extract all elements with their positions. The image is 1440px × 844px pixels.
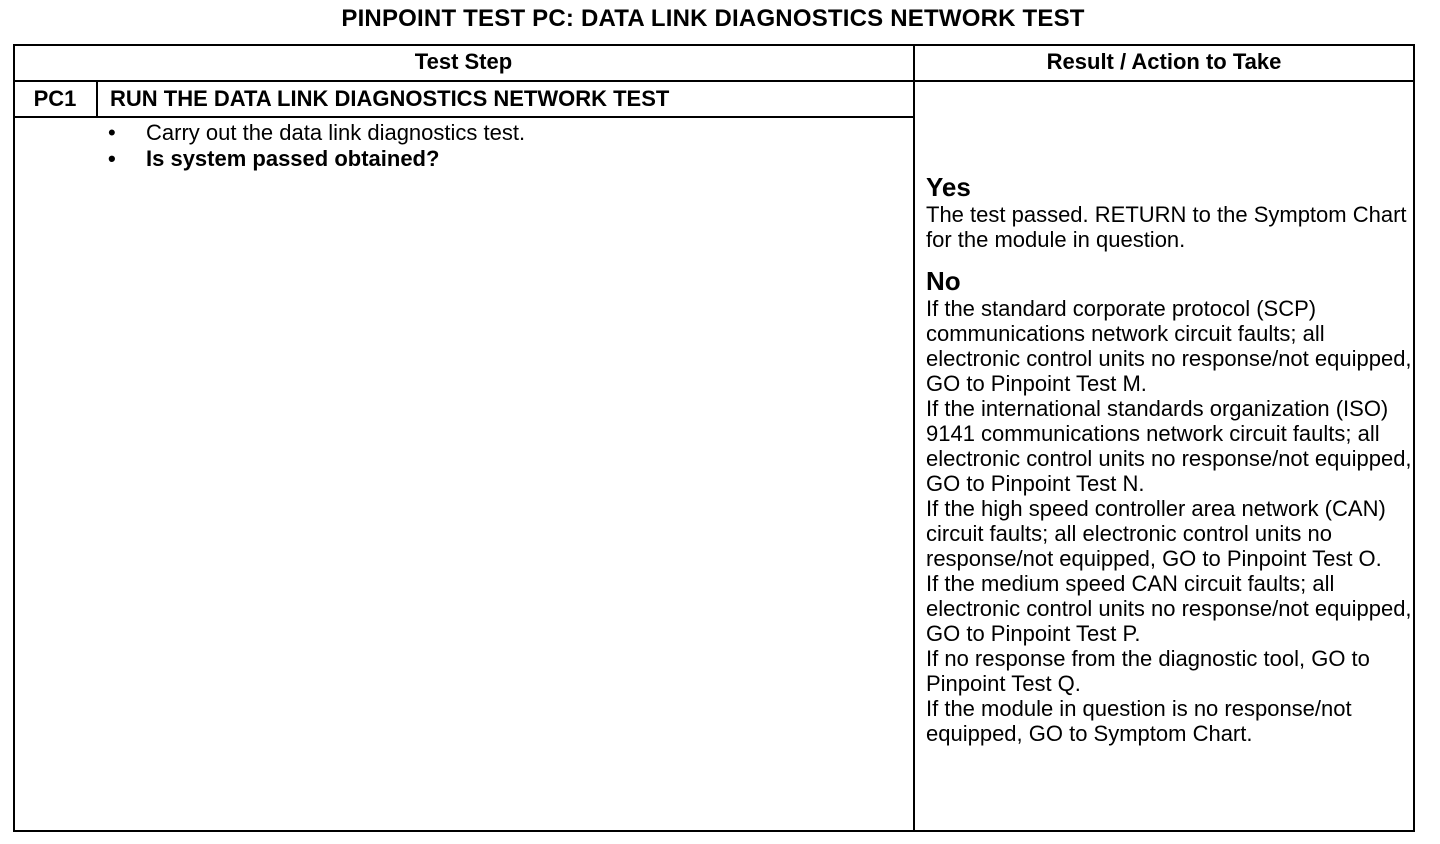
result-column: [926, 172, 1414, 746]
table-border-bottom: [13, 830, 1415, 832]
result-no-item: If the standard corporate protocol (SCP) communications network circuit faults; all electronic control units no response/not equipped, GO to Pinpoint Test M.: [926, 296, 1412, 396]
result-no-item: If the international standards organization (ISO) 9141 communications network circuit faults; all electronic control units no response/not equipped, GO to Pinpoint Test N.: [926, 396, 1412, 496]
result-no-heading: No: [926, 266, 961, 296]
step-bullet-list: [108, 120, 525, 172]
result-no-item: If no response from the diagnostic tool, GO to Pinpoint Test Q.: [926, 646, 1370, 696]
list-item: [108, 146, 525, 172]
step-id: PC1: [33, 86, 77, 111]
bullet-glyph: •: [108, 146, 116, 171]
header-result-action: Result / Action to Take: [1046, 49, 1282, 74]
column-divider: [913, 44, 915, 832]
page-title: PINPOINT TEST PC: DATA LINK DIAGNOSTICS NETWORK TEST: [341, 5, 1085, 32]
bullet-glyph: •: [108, 120, 116, 145]
header-divider: [13, 80, 1415, 82]
result-yes-text: The test passed. RETURN to the Symptom Chart for the module in question.: [926, 202, 1407, 252]
list-item: [108, 120, 525, 146]
spacer: [926, 252, 1414, 266]
step-id-divider: [96, 80, 98, 117]
list-item-text: Carry out the data link diagnostics test.: [146, 120, 526, 145]
step-title-divider: [13, 116, 915, 118]
result-no-item: If the module in question is no response/not equipped, GO to Symptom Chart.: [926, 696, 1352, 746]
table-border-left: [13, 44, 15, 832]
step-title: RUN THE DATA LINK DIAGNOSTICS NETWORK TEST: [110, 86, 670, 111]
result-no-item: If the medium speed CAN circuit faults; all electronic control units no response/not equipped, GO to Pinpoint Test P.: [926, 571, 1412, 646]
header-test-step: Test Step: [414, 49, 513, 74]
list-item-text: Is system passed obtained?: [146, 146, 440, 171]
result-yes-heading: Yes: [926, 172, 971, 202]
result-no-item: If the high speed controller area network (CAN) circuit faults; all electronic control units no response/not equipped, GO to Pinpoint Test O.: [926, 496, 1386, 571]
